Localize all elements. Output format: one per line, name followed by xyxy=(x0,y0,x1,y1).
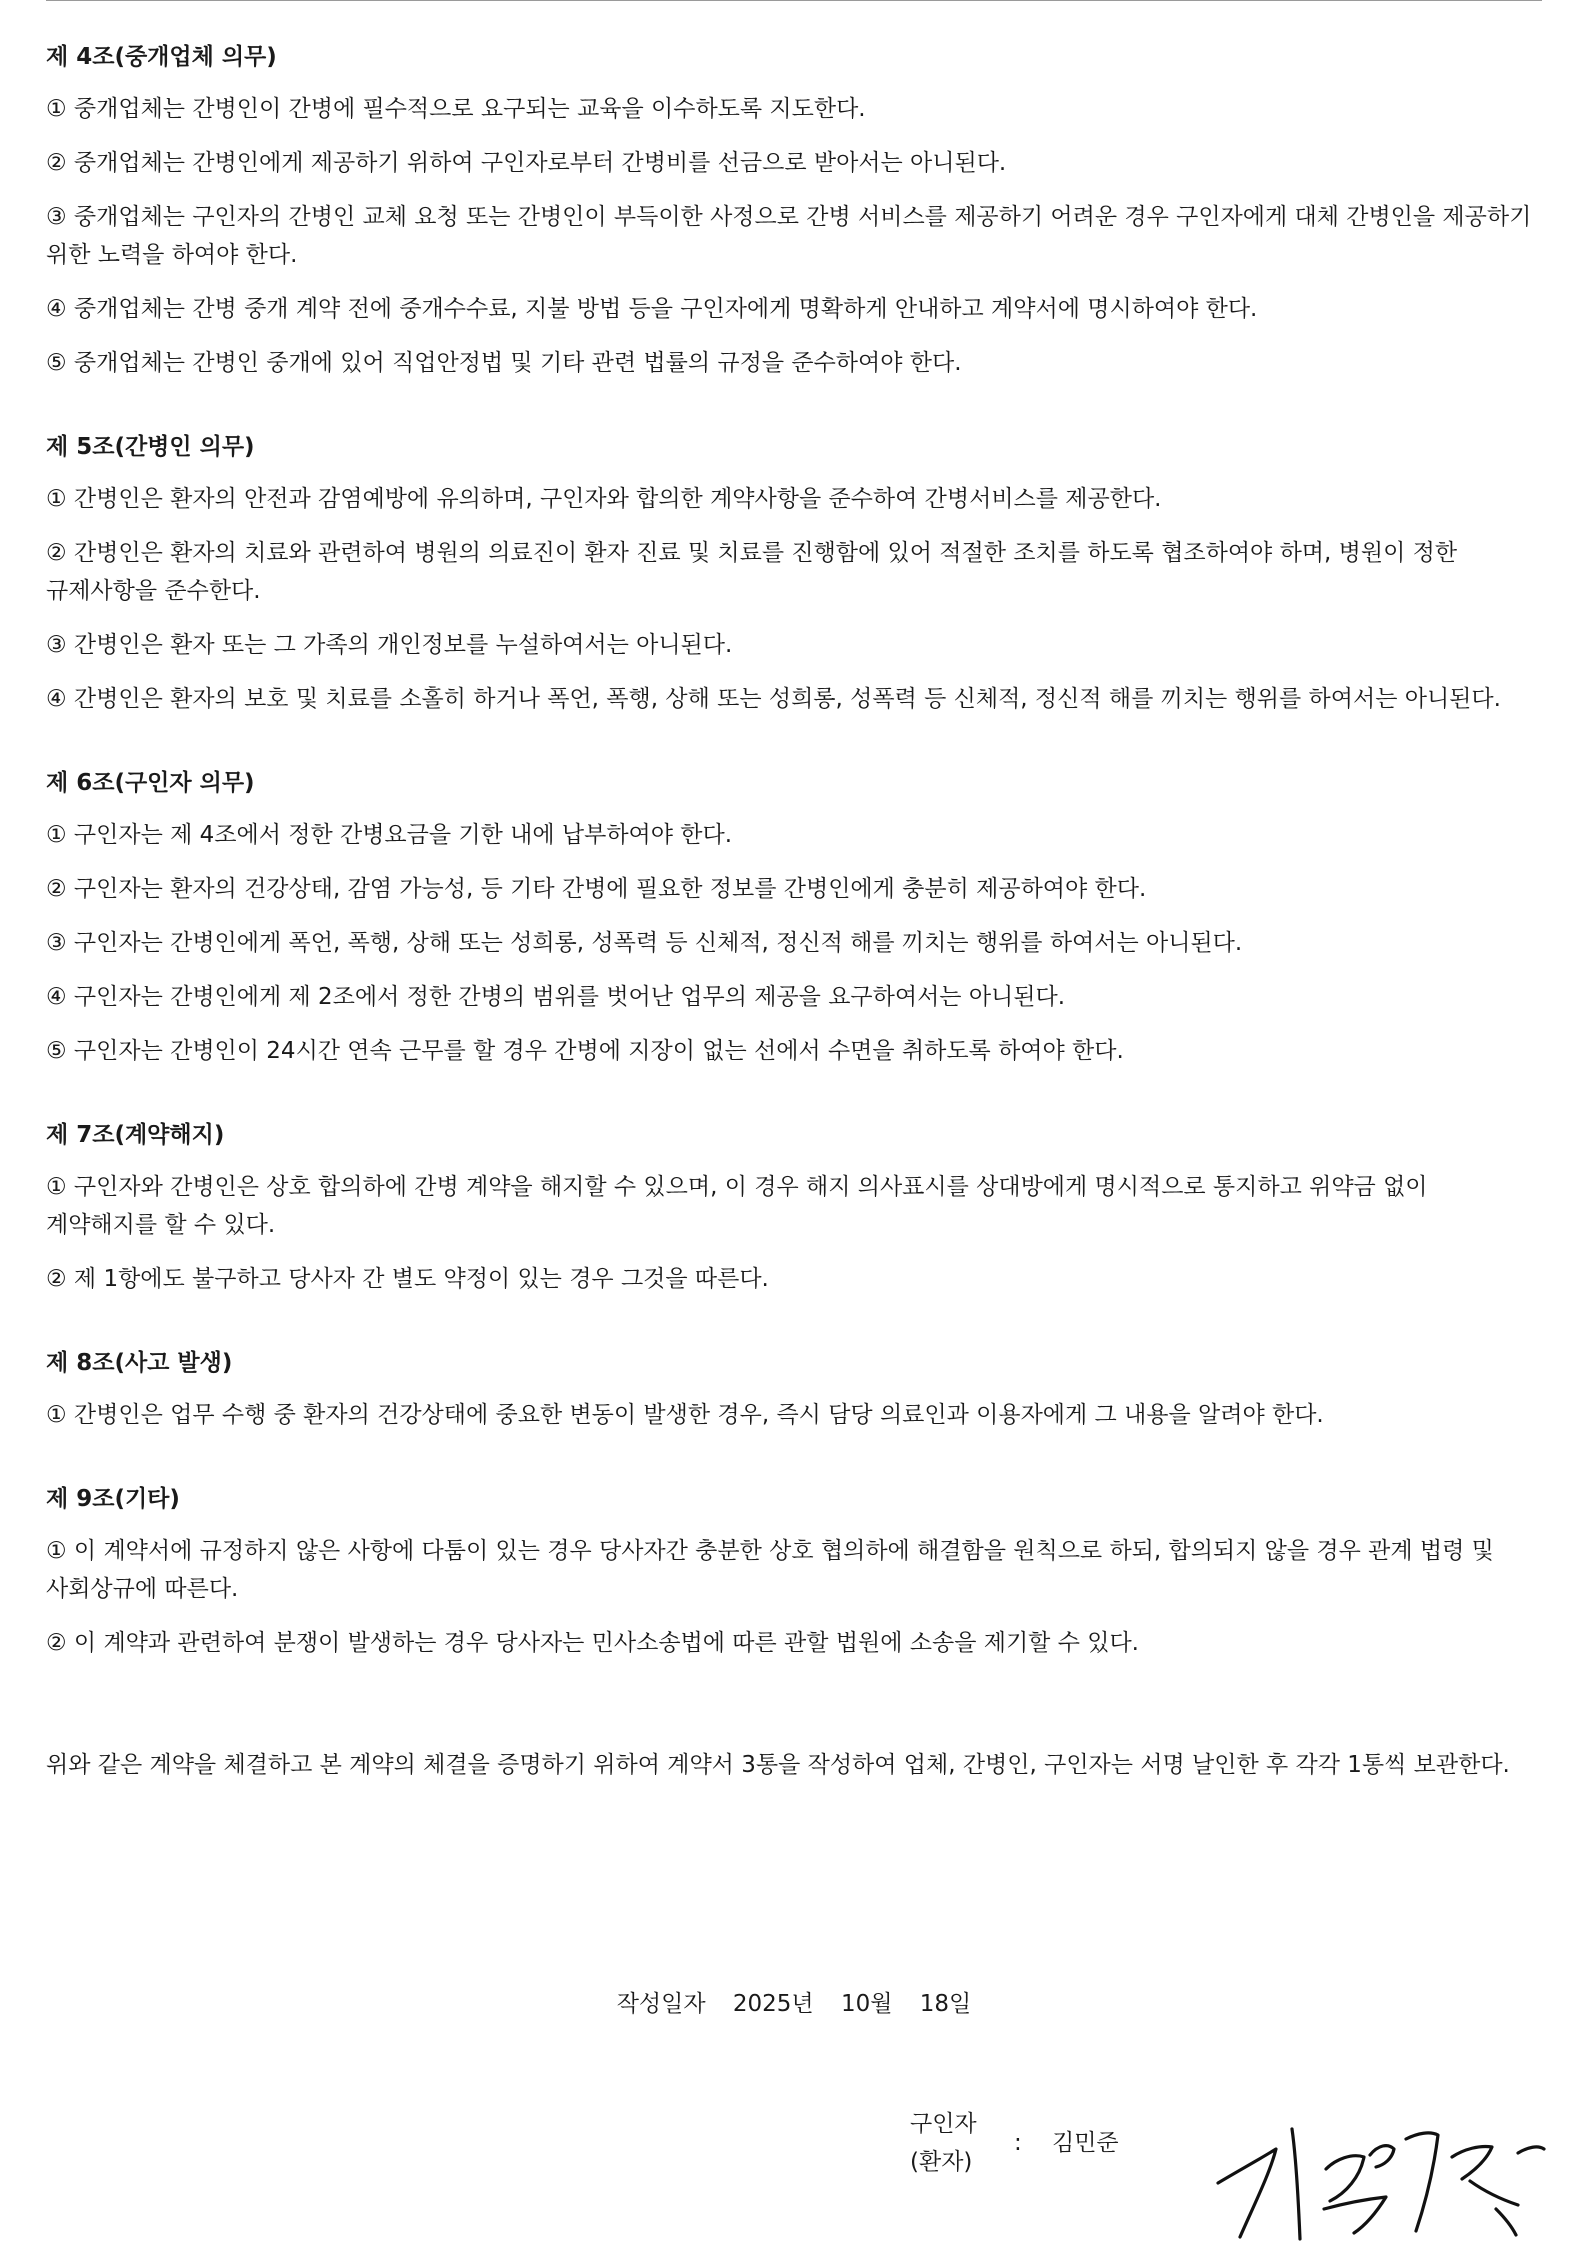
clause: ④ 구인자는 간병인에게 제 2조에서 정한 간병의 범위를 벗어난 업무의 제공을 요구하여서는 아니된다. xyxy=(46,984,1066,1010)
article-9 xyxy=(46,1480,1542,1662)
clause: ③ 중개업체는 구인자의 간병인 교체 요청 또는 간병인이 부득이한 사정으로 간병 서비스를 제공하기 어려운 경우 구인자에게 대체 간병인을 제공하기 위한 노력을 하여야 한다. xyxy=(46,204,1532,268)
clause: ② 중개업체는 간병인에게 제공하기 위하여 구인자로부터 간병비를 선금으로 받아서는 아니된다. xyxy=(46,150,1007,176)
clause: ③ 간병인은 환자 또는 그 가족의 개인정보를 누설하여서는 아니된다. xyxy=(46,632,733,658)
date-year: 2025년 xyxy=(732,1991,814,2017)
article-title: 제 9조(기타) xyxy=(46,1486,180,1512)
signer-role xyxy=(910,2105,1000,2181)
clause: ① 이 계약서에 규정하지 않은 사항에 다툼이 있는 경우 당사자간 충분한 상호 협의하에 해결함을 원칙으로 하되, 합의되지 않을 경우 관계 법령 및 사회상규에 따른다. xyxy=(46,1538,1494,1602)
clause: ① 중개업체는 간병인이 간병에 필수적으로 요구되는 교육을 이수하도록 지도한다. xyxy=(46,96,866,122)
signer-role-line1: 구인자 xyxy=(910,2111,977,2137)
clause: ⑤ 중개업체는 간병인 중개에 있어 직업안정법 및 기타 관련 법률의 규정을 준수하여야 한다. xyxy=(46,350,962,376)
article-title: 제 6조(구인자 의무) xyxy=(46,770,255,796)
article-title: 제 4조(중개업체 의무) xyxy=(46,44,277,70)
clause: ② 이 계약과 관련하여 분쟁이 발생하는 경우 당사자는 민사소송법에 따른 관할 법원에 소송을 제기할 수 있다. xyxy=(46,1630,1139,1656)
contract-body xyxy=(46,38,1542,1807)
written-date xyxy=(0,1985,1588,2023)
article-title: 제 5조(간병인 의무) xyxy=(46,434,255,460)
signer-name: 김민준 xyxy=(1052,2130,1119,2156)
clause: ① 구인자는 제 4조에서 정한 간병요금을 기한 내에 납부하여야 한다. xyxy=(46,822,733,848)
clause: ① 간병인은 환자의 안전과 감염예방에 유의하며, 구인자와 합의한 계약사항을 준수하여 간병서비스를 제공한다. xyxy=(46,486,1162,512)
date-label: 작성일자 xyxy=(616,1991,706,2017)
handwritten-signature xyxy=(1200,2113,1550,2245)
article-6 xyxy=(46,764,1542,1070)
article-4 xyxy=(46,38,1542,382)
clause: ④ 간병인은 환자의 보호 및 치료를 소홀히 하거나 폭언, 폭행, 상해 또는 성희롱, 성폭력 등 신체적, 정신적 해를 끼치는 행위를 하여서는 아니된다. xyxy=(46,686,1501,712)
clause: ④ 중개업체는 간병 중개 계약 전에 중개수수료, 지불 방법 등을 구인자에게 명확하게 안내하고 계약서에 명시하여야 한다. xyxy=(46,296,1258,322)
closing-statement: 위와 같은 계약을 체결하고 본 계약의 체결을 증명하기 위하여 계약서 3통을 작성하여 업체, 간병인, 구인자는 서명 날인한 후 각각 1통씩 보관한다. xyxy=(46,1752,1510,1778)
signer-role-line2: (환자) xyxy=(910,2149,973,2175)
clause: ① 구인자와 간병인은 상호 합의하에 간병 계약을 해지할 수 있으며, 이 경우 해지 의사표시를 상대방에게 명시적으로 통지하고 위약금 없이 계약해지를 할 수 있다. xyxy=(46,1174,1428,1238)
signature-block xyxy=(910,2105,1550,2245)
article-title: 제 8조(사고 발생) xyxy=(46,1350,233,1376)
clause: ③ 구인자는 간병인에게 폭언, 폭행, 상해 또는 성희롱, 성폭력 등 신체적, 정신적 해를 끼치는 행위를 하여서는 아니된다. xyxy=(46,930,1243,956)
clause: ② 구인자는 환자의 건강상태, 감염 가능성, 등 기타 간병에 필요한 정보를 간병인에게 충분히 제공하여야 한다. xyxy=(46,876,1147,902)
clause: ⑤ 구인자는 간병인이 24시간 연속 근무를 할 경우 간병에 지장이 없는 선에서 수면을 취하도록 하여야 한다. xyxy=(46,1038,1124,1064)
clause: ② 제 1항에도 불구하고 당사자 간 별도 약정이 있는 경우 그것을 따른다. xyxy=(46,1266,769,1292)
signer-colon: : xyxy=(1014,2130,1022,2156)
article-5 xyxy=(46,428,1542,718)
date-day: 18일 xyxy=(919,1991,972,2017)
clause: ① 간병인은 업무 수행 중 환자의 건강상태에 중요한 변동이 발생한 경우, 즉시 담당 의료인과 이용자에게 그 내용을 알려야 한다. xyxy=(46,1402,1324,1428)
date-month: 10월 xyxy=(840,1991,893,2017)
article-8 xyxy=(46,1344,1542,1434)
article-7 xyxy=(46,1116,1542,1298)
article-title: 제 7조(계약해지) xyxy=(46,1122,225,1148)
top-divider xyxy=(46,0,1542,1)
clause: ② 간병인은 환자의 치료와 관련하여 병원의 의료진이 환자 진료 및 치료를 진행함에 있어 적절한 조치를 하도록 협조하여야 하며, 병원이 정한 규제사항을 준수한다. xyxy=(46,540,1458,604)
